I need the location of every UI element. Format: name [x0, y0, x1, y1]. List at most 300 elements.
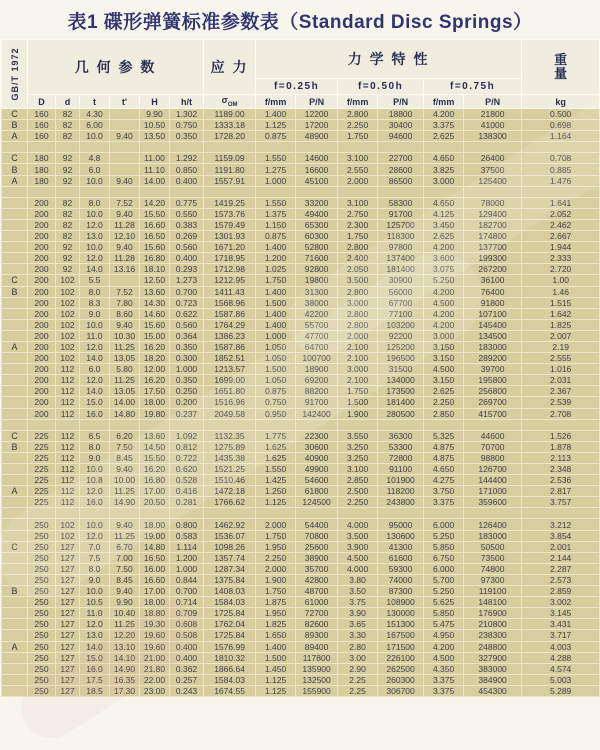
table-row [2, 486, 600, 497]
spacer-cell [56, 508, 80, 519]
data-cell: 0.750 [256, 397, 296, 408]
series-letter-cell [2, 364, 28, 375]
data-cell: 97300 [464, 574, 522, 585]
data-cell: 2.348 [522, 464, 600, 475]
data-cell: 1.302 [170, 109, 204, 120]
data-cell: 0.708 [522, 153, 600, 164]
data-cell: 1.000 [170, 364, 204, 375]
table-row [2, 464, 600, 475]
data-cell: 0.416 [170, 486, 204, 497]
data-cell: 1411.43 [204, 286, 256, 297]
spacer-cell [378, 508, 424, 519]
col-header-f50-fmm: f/mm [338, 95, 378, 109]
data-cell: 0.400 [170, 641, 204, 652]
data-cell: 41300 [378, 541, 424, 552]
series-letter-cell [2, 685, 28, 696]
data-cell: 3.375 [424, 674, 464, 685]
data-cell: 7.52 [110, 197, 140, 208]
data-cell: 3.30 [338, 630, 378, 641]
table-row [2, 120, 600, 131]
data-cell: 3.431 [522, 619, 600, 630]
data-cell: 127 [56, 652, 80, 663]
data-cell: 13.60 [140, 286, 170, 297]
data-cell: 2.001 [522, 541, 600, 552]
data-cell: 9.40 [110, 519, 140, 530]
data-cell: 0.350 [170, 375, 204, 386]
data-cell: 5.625 [424, 597, 464, 608]
data-cell: 1584.03 [204, 674, 256, 685]
data-cell: 8.0 [80, 286, 110, 297]
data-cell: 181400 [378, 264, 424, 275]
data-cell: 1852.51 [204, 353, 256, 364]
data-cell: 127 [56, 541, 80, 552]
data-cell [110, 275, 140, 286]
standard-number-label [2, 40, 28, 109]
data-cell: 4.950 [424, 630, 464, 641]
data-cell: 17.30 [110, 685, 140, 696]
data-cell: 3.750 [424, 486, 464, 497]
data-cell: 20.50 [140, 497, 170, 508]
data-cell: 112 [56, 441, 80, 452]
data-cell: 112 [56, 452, 80, 463]
data-cell: 1.050 [256, 353, 296, 364]
data-cell: 16.20 [140, 375, 170, 386]
data-cell: 1435.38 [204, 452, 256, 463]
col-header-kg: kg [522, 95, 600, 109]
data-cell: 200 [28, 386, 56, 397]
data-cell: 250 [28, 574, 56, 585]
data-cell: 200 [28, 275, 56, 286]
data-cell: 3.900 [338, 541, 378, 552]
data-cell: 9.90 [140, 109, 170, 120]
series-letter-cell [2, 253, 28, 264]
spacer-cell [256, 419, 296, 430]
data-cell: 180 [28, 164, 56, 175]
data-cell: 1725.84 [204, 630, 256, 641]
data-cell: 13.0 [80, 231, 110, 242]
data-cell: 1.200 [170, 552, 204, 563]
data-cell: 3.250 [338, 452, 378, 463]
header-weight [522, 40, 600, 95]
data-cell: 11.0 [80, 330, 110, 341]
col-header-t-prime: t' [110, 95, 140, 109]
series-letter-cell: A [2, 486, 28, 497]
col-header-t: t [80, 95, 110, 109]
table-row [2, 109, 600, 120]
data-cell: 1.273 [170, 275, 204, 286]
data-cell: 7.80 [110, 297, 140, 308]
data-cell: 118300 [378, 231, 424, 242]
data-cell: 0.775 [170, 197, 204, 208]
data-cell: 12.0 [80, 253, 110, 264]
spacer-cell [522, 142, 600, 153]
data-cell: 1510.46 [204, 475, 256, 486]
data-cell: 4.200 [424, 109, 464, 120]
data-cell: 1472.18 [204, 486, 256, 497]
spacer-cell [256, 186, 296, 197]
series-letter-cell: C [2, 430, 28, 441]
data-cell: 0.560 [170, 319, 204, 330]
data-cell: 0.200 [170, 397, 204, 408]
data-cell: 3.65 [338, 619, 378, 630]
data-cell: 2.000 [256, 563, 296, 574]
table-row [2, 586, 600, 597]
data-cell: 10.0 [80, 464, 110, 475]
data-cell: 14.10 [110, 652, 140, 663]
series-letter-cell [2, 497, 28, 508]
spacer-cell [56, 419, 80, 430]
data-cell: 2.000 [256, 519, 296, 530]
data-cell: 250 [28, 652, 56, 663]
data-cell: 82 [56, 109, 80, 120]
data-cell: 74800 [464, 563, 522, 574]
data-cell: 1.825 [522, 319, 600, 330]
data-cell: 7.0 [80, 541, 110, 552]
data-cell: 243800 [378, 497, 424, 508]
series-letter-cell [2, 231, 28, 242]
data-cell: 70800 [296, 530, 338, 541]
spacer-cell [110, 142, 140, 153]
series-letter-cell [2, 308, 28, 319]
data-cell: 15.0 [80, 652, 110, 663]
data-cell: 112 [56, 364, 80, 375]
data-cell: 130000 [378, 608, 424, 619]
table-row [2, 441, 600, 452]
data-cell: 16.35 [110, 674, 140, 685]
spacer-cell [522, 419, 600, 430]
data-cell: 11.25 [110, 530, 140, 541]
header-mechanical: 力 学 特 性 [256, 40, 522, 79]
data-cell: 9.40 [110, 242, 140, 253]
data-cell: 0.750 [170, 120, 204, 131]
data-cell: 196500 [378, 353, 424, 364]
data-cell: 2.667 [522, 231, 600, 242]
series-letter-cell [2, 519, 28, 530]
data-cell: 1275.89 [204, 441, 256, 452]
spacer-cell [170, 186, 204, 197]
data-cell: 127 [56, 552, 80, 563]
data-cell: 3.80 [338, 574, 378, 585]
data-cell: 0.698 [522, 120, 600, 131]
spacer-cell [204, 186, 256, 197]
table-row [2, 630, 600, 641]
data-cell: 3.600 [424, 253, 464, 264]
data-cell: 0.885 [522, 164, 600, 175]
data-cell: 11.10 [140, 164, 170, 175]
table-row [2, 131, 600, 142]
data-cell: 250 [28, 530, 56, 541]
header-row-main [2, 40, 600, 79]
data-cell: 1674.55 [204, 685, 256, 696]
data-cell: 82 [56, 120, 80, 131]
data-cell: 72800 [378, 452, 424, 463]
data-cell: 0.293 [170, 264, 204, 275]
data-cell: 1.500 [256, 297, 296, 308]
data-cell: 1.150 [256, 219, 296, 230]
data-cell: 10.0 [80, 319, 110, 330]
data-cell: 4.200 [424, 242, 464, 253]
data-cell: 1.550 [256, 197, 296, 208]
data-cell: 36300 [378, 430, 424, 441]
data-cell: 1.500 [256, 652, 296, 663]
data-cell: 91800 [464, 297, 522, 308]
data-cell: 1.750 [256, 586, 296, 597]
data-cell: 2.25 [338, 674, 378, 685]
data-cell: 183000 [464, 530, 522, 541]
data-cell: 102 [56, 330, 80, 341]
data-cell: 5.80 [110, 364, 140, 375]
data-cell: 0.243 [170, 685, 204, 696]
series-letter-cell: B [2, 286, 28, 297]
data-cell: 238300 [464, 630, 522, 641]
spacer-cell [28, 419, 56, 430]
data-cell: 2.333 [522, 253, 600, 264]
data-cell: 127 [56, 608, 80, 619]
data-cell: 125400 [464, 175, 522, 186]
data-cell: 132500 [296, 674, 338, 685]
data-cell: 76400 [464, 286, 522, 297]
data-cell: 250 [28, 519, 56, 530]
data-cell: 2.100 [338, 341, 378, 352]
data-cell: 3.00 [338, 652, 378, 663]
series-letter-cell: B [2, 586, 28, 597]
spacer-cell [256, 142, 296, 153]
spacer-cell [296, 419, 338, 430]
data-cell: 5.250 [424, 275, 464, 286]
data-cell: 65300 [296, 219, 338, 230]
data-cell: 15.00 [140, 330, 170, 341]
data-cell: 102 [56, 297, 80, 308]
data-cell: 1386.23 [204, 330, 256, 341]
series-letter-cell: B [2, 441, 28, 452]
data-cell: 8.0 [80, 441, 110, 452]
data-cell: 56000 [378, 286, 424, 297]
data-cell: 138300 [464, 131, 522, 142]
table-body [2, 109, 600, 697]
data-cell: 1.125 [256, 497, 296, 508]
data-cell: 1333.18 [204, 120, 256, 131]
data-cell: 0.800 [170, 519, 204, 530]
data-cell: 9.40 [110, 319, 140, 330]
data-cell: 11.00 [140, 153, 170, 164]
data-cell: 89300 [296, 630, 338, 641]
data-cell: 1.016 [522, 364, 600, 375]
data-cell: 91700 [378, 208, 424, 219]
data-cell: 2.250 [338, 497, 378, 508]
spacer-cell [56, 142, 80, 153]
data-cell: 1712.98 [204, 264, 256, 275]
data-cell: 97800 [378, 242, 424, 253]
data-cell: 383000 [464, 663, 522, 674]
data-cell: 11.25 [110, 486, 140, 497]
data-cell: 0.350 [170, 341, 204, 352]
data-cell: 1212.95 [204, 275, 256, 286]
data-cell: 102 [56, 308, 80, 319]
data-cell: 49400 [296, 208, 338, 219]
data-cell: 71600 [296, 253, 338, 264]
data-cell: 0.622 [170, 308, 204, 319]
data-cell: 1587.86 [204, 308, 256, 319]
data-cell: 92 [56, 242, 80, 253]
table-row [2, 264, 600, 275]
data-cell: 16.80 [140, 253, 170, 264]
data-cell: 127 [56, 685, 80, 696]
data-cell: 160 [28, 131, 56, 142]
data-cell: 3.757 [522, 497, 600, 508]
data-cell: 61800 [296, 486, 338, 497]
data-cell [110, 153, 140, 164]
spacer-cell [424, 419, 464, 430]
data-cell: 127 [56, 641, 80, 652]
data-cell: 12.0 [80, 375, 110, 386]
data-cell: 200 [28, 264, 56, 275]
data-cell: 1.400 [256, 109, 296, 120]
data-cell: 107100 [464, 308, 522, 319]
data-cell: 125200 [378, 341, 424, 352]
data-cell: 38900 [296, 552, 338, 563]
data-cell: 1.125 [256, 674, 296, 685]
data-cell: 22.00 [140, 674, 170, 685]
data-cell: 11.0 [80, 608, 110, 619]
table-row [2, 275, 600, 286]
data-cell: 2.19 [522, 341, 600, 352]
spacer-cell [256, 508, 296, 519]
data-cell: 1.000 [256, 175, 296, 186]
data-cell: 13.50 [140, 131, 170, 142]
spacer-cell [2, 186, 28, 197]
series-letter-cell: C [2, 541, 28, 552]
data-cell: 16.0 [80, 497, 110, 508]
data-cell: 2.367 [522, 386, 600, 397]
data-cell: 70700 [464, 441, 522, 452]
data-cell: 38000 [296, 297, 338, 308]
data-cell: 1.125 [256, 685, 296, 696]
data-cell: 17.00 [140, 586, 170, 597]
data-cell: 1.650 [256, 630, 296, 641]
series-letter-cell [2, 574, 28, 585]
data-cell: 2.250 [338, 120, 378, 131]
spacer-cell [170, 142, 204, 153]
series-letter-cell [2, 297, 28, 308]
data-cell: 8.3 [80, 297, 110, 308]
col-header-H: H [140, 95, 170, 109]
data-cell: 7.50 [110, 441, 140, 452]
data-cell: 174800 [464, 231, 522, 242]
data-cell: 13.10 [110, 641, 140, 652]
data-cell: 2.113 [522, 452, 600, 463]
col-header-f25-fmm: f/mm [256, 95, 296, 109]
table-row [2, 652, 600, 663]
disc-spring-table [1, 39, 600, 697]
data-cell: 88200 [296, 386, 338, 397]
col-header-D: D [28, 95, 56, 109]
data-cell: 1375.84 [204, 574, 256, 585]
data-cell: 9.40 [110, 464, 140, 475]
series-letter-cell [2, 408, 28, 419]
data-cell: 47700 [296, 330, 338, 341]
data-cell: 0.364 [170, 330, 204, 341]
data-cell: 17.50 [140, 386, 170, 397]
data-cell: 11.28 [110, 253, 140, 264]
data-cell: 4.275 [424, 475, 464, 486]
data-cell: 2.052 [522, 208, 600, 219]
spacer-cell [56, 186, 80, 197]
data-cell: 44600 [464, 430, 522, 441]
data-cell: 125700 [378, 219, 424, 230]
data-cell: 82 [56, 197, 80, 208]
data-cell: 4.200 [424, 286, 464, 297]
data-cell: 3.375 [424, 497, 464, 508]
data-cell: 1.050 [256, 341, 296, 352]
header-f075: f=0.75h [424, 79, 522, 95]
spacer-cell [80, 508, 110, 519]
table-row [2, 597, 600, 608]
data-cell: 58300 [378, 197, 424, 208]
data-cell: 102 [56, 341, 80, 352]
table-row [2, 297, 600, 308]
data-cell: 182700 [464, 219, 522, 230]
spacer-cell [464, 419, 522, 430]
data-cell: 127 [56, 586, 80, 597]
data-cell: 3.825 [424, 164, 464, 175]
data-cell: 0.875 [256, 231, 296, 242]
data-cell: 5.289 [522, 685, 600, 696]
table-row [2, 430, 600, 441]
data-cell: 13.60 [140, 430, 170, 441]
data-cell: 250 [28, 619, 56, 630]
data-cell: 1132.35 [204, 430, 256, 441]
data-cell: 22700 [378, 153, 424, 164]
series-letter-cell: A [2, 341, 28, 352]
data-cell: 18900 [296, 364, 338, 375]
data-cell: 52800 [296, 242, 338, 253]
data-cell [110, 164, 140, 175]
data-cell: 14.90 [110, 497, 140, 508]
data-cell: 0.383 [170, 219, 204, 230]
data-cell: 269700 [464, 397, 522, 408]
data-cell: 1718.95 [204, 253, 256, 264]
data-cell: 4.000 [338, 563, 378, 574]
data-cell: 9.0 [80, 308, 110, 319]
table-row [2, 674, 600, 685]
data-cell: 15.0 [80, 397, 110, 408]
data-cell: 15.60 [140, 319, 170, 330]
series-letter-cell [2, 563, 28, 574]
table-row [2, 552, 600, 563]
data-cell: 13.05 [110, 386, 140, 397]
table-row [2, 452, 600, 463]
data-cell: 1.950 [256, 541, 296, 552]
data-cell: 0.583 [170, 530, 204, 541]
table-row [2, 197, 600, 208]
data-cell: 1.400 [256, 319, 296, 330]
table-row [2, 386, 600, 397]
data-cell: 2.300 [338, 219, 378, 230]
data-cell: 82600 [296, 619, 338, 630]
data-cell: 5.250 [424, 530, 464, 541]
data-cell [110, 120, 140, 131]
data-cell: 92200 [378, 330, 424, 341]
data-cell: 12.0 [80, 619, 110, 630]
spacer-row [2, 142, 600, 153]
data-cell: 17200 [296, 120, 338, 131]
spacer-cell [338, 508, 378, 519]
series-letter-cell [2, 475, 28, 486]
data-cell: 17.00 [140, 486, 170, 497]
data-cell: 1.200 [256, 253, 296, 264]
table-row [2, 308, 600, 319]
data-cell: 4.350 [424, 663, 464, 674]
